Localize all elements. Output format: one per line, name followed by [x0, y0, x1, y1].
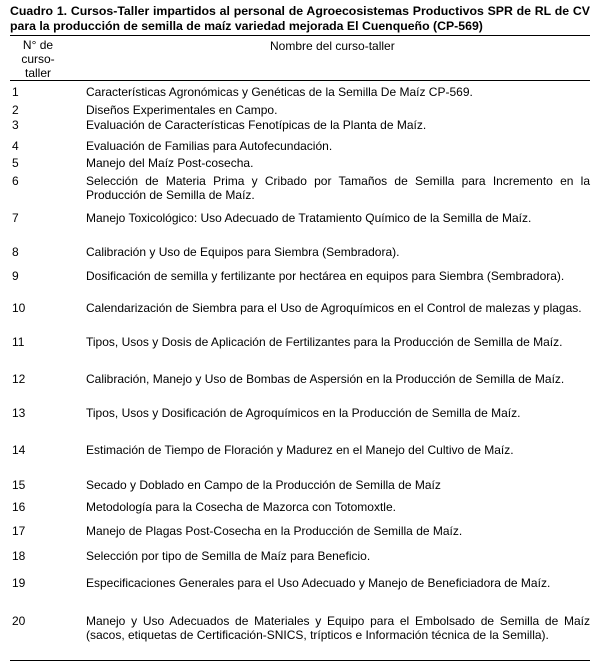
course-name: Selección por tipo de Semilla de Maíz para Beneficio. [86, 549, 371, 563]
course-number: 17 [12, 524, 26, 538]
table-caption: Cuadro 1. Cursos-Taller impartidos al personal de Agroecosistemas Productivos SPR de RL de CV para la producción de semilla de maíz variedad mejorada El Cuenqueño (CP-569) [10, 4, 590, 33]
course-number: 6 [12, 174, 19, 188]
course-name: Evaluación de Características Fenotípicas de la Planta de Maíz. [86, 118, 427, 132]
table-top-rule [10, 35, 590, 36]
course-name: Dosificación de semilla y fertilizante por hectárea en equipos para Siembra (Sembradora). [86, 269, 565, 283]
course-number: 7 [12, 211, 19, 225]
course-name: Manejo del Maíz Post-cosecha. [86, 156, 254, 170]
course-name: Calibración, Manejo y Uso de Bombas de Aspersión en la Producción de Semilla de Maíz. [86, 372, 565, 386]
column-header-number: N° de curso-taller [21, 38, 55, 80]
course-number: 18 [12, 549, 26, 563]
table-bottom-rule [10, 660, 590, 661]
course-name: Secado y Doblado en Campo de la Producción de Semilla de Maíz [86, 478, 441, 492]
course-number: 11 [12, 335, 25, 349]
course-number: 13 [12, 406, 26, 420]
table-header-rule [10, 80, 590, 81]
course-name: Estimación de Tiempo de Floración y Madurez en el Manejo del Cultivo de Maíz. [86, 443, 514, 457]
course-number: 14 [12, 443, 26, 457]
course-name: Calibración y Uso de Equipos para Siembra (Sembradora). [86, 245, 400, 259]
course-name: Características Agronómicas y Genéticas de la Semilla De Maíz CP-569. [86, 85, 473, 99]
course-number: 5 [12, 156, 19, 170]
course-name: Metodología para la Cosecha de Mazorca con Totomoxtle. [86, 500, 396, 514]
course-name: Manejo y Uso Adecuados de Materiales y Equipo para el Embolsado de Semilla de Maíz (sacos, etiquetas de Certificación-SNICS, trípticos e Información técnica de la Semilla). [86, 614, 590, 642]
course-number: 2 [12, 103, 19, 117]
course-number: 16 [12, 500, 26, 514]
course-number: 1 [12, 85, 19, 99]
course-name: Manejo de Plagas Post-Cosecha en la Producción de Semilla de Maíz. [86, 524, 463, 538]
course-number: 8 [12, 245, 19, 259]
course-number: 20 [12, 614, 26, 628]
course-number: 12 [12, 372, 26, 386]
course-name: Especificaciones Generales para el Uso Adecuado y Manejo de Beneficiadora de Maíz. [86, 576, 551, 590]
course-name: Tipos, Usos y Dosis de Aplicación de Fertilizantes para la Producción de Semilla de Maíz. [86, 335, 563, 349]
course-name: Tipos, Usos y Dosificación de Agroquímicos en la Producción de Semilla de Maíz. [86, 406, 521, 420]
course-number: 4 [12, 139, 19, 153]
course-name: Evaluación de Familias para Autofecundación. [86, 139, 333, 153]
course-number: 19 [12, 576, 26, 590]
course-name: Diseños Experimentales en Campo. [86, 103, 278, 117]
course-name: Selección de Materia Prima y Cribado por Tamaños de Semilla para Incremento en la Producción de Semilla de Maíz. [86, 174, 590, 202]
course-name: Calendarización de Siembra para el Uso de Agroquímicos en el Control de malezas y plagas. [86, 301, 582, 315]
course-number: 15 [12, 478, 26, 492]
course-name: Manejo Toxicológico: Uso Adecuado de Tratamiento Químico de la Semilla de Maíz. [86, 211, 532, 225]
course-number: 9 [12, 269, 19, 283]
course-number: 3 [12, 118, 19, 132]
column-header-name: Nombre del curso-taller [270, 39, 395, 53]
course-number: 10 [12, 301, 26, 315]
